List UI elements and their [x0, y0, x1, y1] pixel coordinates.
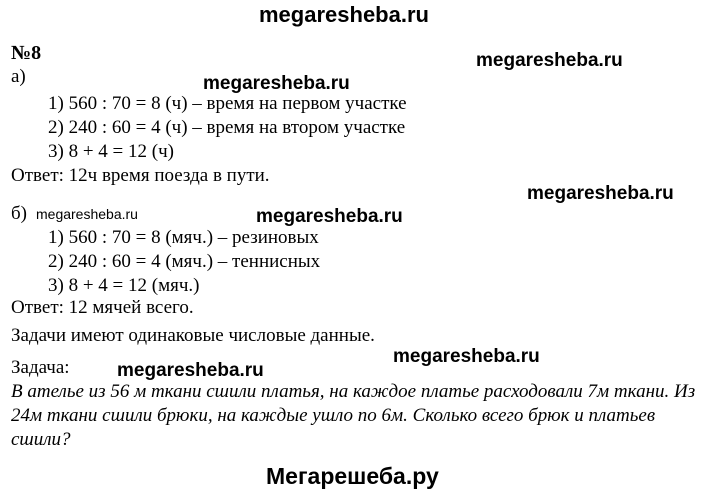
task-number: №8: [11, 42, 42, 64]
part-b-answer: Ответ: 12 мячей всего.: [11, 297, 194, 318]
part-b-line-1: 1) 560 : 70 = 8 (мяч.) – резиновых: [48, 227, 319, 248]
part-b-label: б): [11, 203, 27, 224]
conclusion-text: Задачи имеют одинаковые числовые данные.: [11, 325, 375, 346]
watermark: megaresheba.ru: [527, 183, 674, 204]
watermark-bottom: Мегарешеба.ру: [266, 463, 439, 489]
watermark: megaresheba.ru: [117, 360, 264, 381]
watermark: megaresheba.ru: [203, 73, 350, 94]
watermark: megaresheba.ru: [476, 50, 623, 71]
part-a-answer: Ответ: 12ч время поезда в пути.: [11, 165, 270, 186]
watermark-top: megaresheba.ru: [259, 2, 429, 27]
part-b-line-3: 3) 8 + 4 = 12 (мяч.): [48, 275, 200, 296]
part-a-line-1: 1) 560 : 70 = 8 (ч) – время на первом участке: [48, 93, 407, 114]
task-text: В ателье из 56 м ткани сшили платья, на каждое платье расходовали 7м ткани. Из 24м ткани сшили брюки, на каждые ушло по 6м. Сколько всего брюк и платьев сшили?: [11, 381, 696, 450]
task-label: Задача:: [11, 357, 70, 378]
watermark-small: megaresheba.ru: [36, 206, 138, 222]
part-a-label: а): [11, 66, 26, 87]
part-a-line-2: 2) 240 : 60 = 4 (ч) – время на втором участке: [48, 117, 406, 138]
part-a-line-3: 3) 8 + 4 = 12 (ч): [48, 141, 174, 162]
watermark: megaresheba.ru: [256, 206, 403, 227]
part-b-line-2: 2) 240 : 60 = 4 (мяч.) – теннисных: [48, 251, 321, 272]
watermark: megaresheba.ru: [393, 346, 540, 367]
